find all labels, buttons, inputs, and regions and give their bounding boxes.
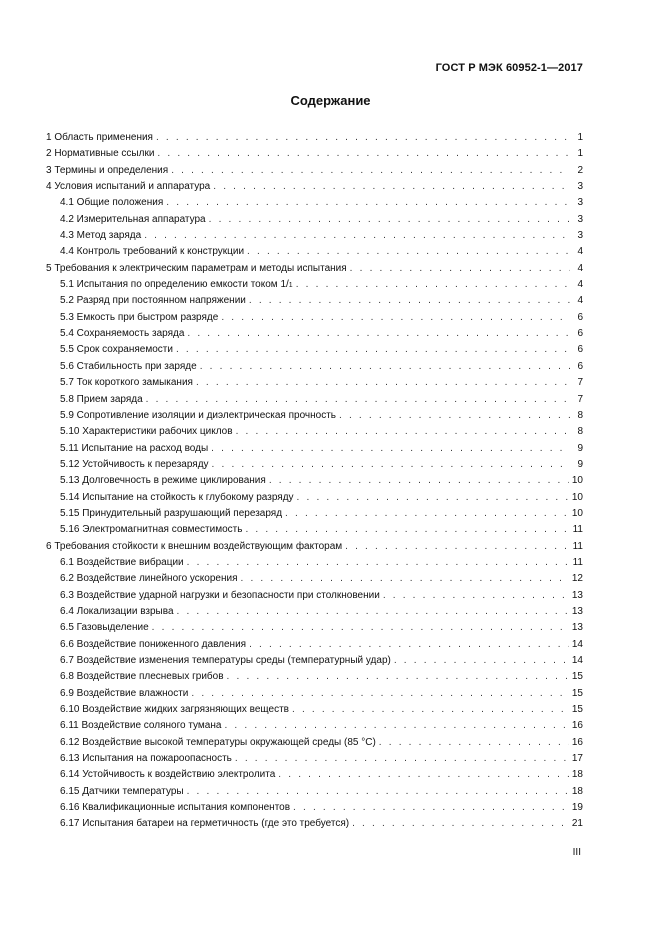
dot-leader <box>187 555 570 571</box>
toc-entry[interactable] <box>46 359 583 375</box>
dot-leader <box>144 228 570 244</box>
toc-entry-label: 5.3 Емкость при быстром разряде <box>60 311 219 323</box>
dot-leader <box>191 686 568 702</box>
toc-entry[interactable] <box>46 163 583 179</box>
toc-entry-page: 11 <box>572 524 583 536</box>
toc-entry[interactable] <box>46 473 583 489</box>
toc-entry-label: 5.9 Сопротивление изоляции и диэлектрическая прочность <box>60 409 337 421</box>
toc-entry[interactable] <box>46 686 583 702</box>
toc-entry[interactable] <box>46 261 583 277</box>
dot-leader <box>285 506 569 522</box>
dot-leader <box>339 408 570 424</box>
toc-entry-page: 17 <box>571 753 583 765</box>
toc-entry[interactable] <box>46 637 583 653</box>
dot-leader <box>152 620 569 636</box>
toc-entry-label: 6.14 Устойчивость к воздействию электролита <box>60 769 276 781</box>
toc-entry-label: 6.4 Локализации взрыва <box>60 605 174 617</box>
dot-leader <box>249 637 569 653</box>
toc-entry-label: 5.2 Разряд при постоянном напряжении <box>60 295 246 307</box>
toc-entry[interactable] <box>46 179 583 195</box>
toc-entry-page: 14 <box>571 638 583 650</box>
dot-leader <box>187 784 569 800</box>
toc-entry-label: 4.2 Измерительная аппаратура <box>60 213 206 225</box>
toc-entry-page: 10 <box>571 491 583 503</box>
toc-entry[interactable] <box>46 326 583 342</box>
dot-leader <box>247 244 570 260</box>
toc-entry-label: 1 Область применения <box>46 132 153 143</box>
dot-leader <box>209 212 570 228</box>
toc-entry[interactable] <box>46 767 583 783</box>
toc-entry[interactable] <box>46 669 583 685</box>
toc-entry[interactable] <box>46 800 583 816</box>
dot-leader <box>196 375 570 391</box>
toc-entry-label: 6.17 Испытания батареи на герметичность (где это требуется) <box>60 818 350 830</box>
toc-entry-label: 5.16 Электромагнитная совместимость <box>60 524 243 536</box>
toc-entry[interactable] <box>46 146 583 162</box>
toc-entry-page: 13 <box>571 605 583 617</box>
toc-entry-page: 10 <box>571 475 583 487</box>
toc-entry-label: 5.13 Долговечность в режиме циклирования <box>60 475 266 487</box>
toc-entry-label: 4.1 Общие положения <box>60 197 164 209</box>
dot-leader <box>177 604 569 620</box>
toc-entry-label: 6.9 Воздействие влажности <box>60 687 189 699</box>
dot-leader <box>292 702 569 718</box>
toc-entry-label: 6.12 Воздействие высокой температуры окружающей среды (85 °С) <box>60 736 376 748</box>
toc-entry-label: 6 Требования стойкости к внешним воздействующим факторам <box>46 540 343 552</box>
toc-entry-label: 4.3 Метод заряда <box>60 230 142 242</box>
toc-entry[interactable] <box>46 735 583 751</box>
toc-entry[interactable] <box>46 424 583 440</box>
toc-entry-page: 3 <box>577 181 583 193</box>
toc-entry-label: 6.6 Воздействие пониженного давления <box>60 638 247 650</box>
toc-entry[interactable] <box>46 751 583 767</box>
dot-leader <box>221 310 570 326</box>
toc-entry-page: 16 <box>571 720 583 732</box>
toc-entry-page: 1 <box>577 148 583 160</box>
toc-entry-page: 9 <box>577 458 583 470</box>
dot-leader <box>293 800 569 816</box>
toc-entry-label: 3 Термины и определения <box>46 164 169 176</box>
dot-leader <box>213 179 570 195</box>
toc-entry[interactable] <box>46 195 583 211</box>
toc-entry[interactable] <box>46 718 583 734</box>
toc-entry-label: 5 Требования к электрическим параметрам и методы испытания <box>46 262 347 274</box>
page-title: Содержание <box>290 93 371 108</box>
toc-entry[interactable] <box>46 620 583 636</box>
toc-entry-page: 7 <box>577 377 583 389</box>
toc-entry-label: 5.8 Прием заряда <box>60 393 143 405</box>
toc-entry[interactable] <box>46 604 583 620</box>
toc-entry-page: 19 <box>571 802 583 814</box>
toc-entry-page: 3 <box>577 230 583 242</box>
dot-leader <box>350 261 570 277</box>
toc-entry[interactable] <box>46 228 583 244</box>
toc-entry-page: 14 <box>571 655 583 666</box>
dot-leader <box>227 669 569 685</box>
toc-entry-label: 6.10 Воздействие жидких загрязняющих веществ <box>60 704 289 716</box>
toc-entry-page: 8 <box>577 426 583 438</box>
toc-entry-label: 4.4 Контроль требований к конструкции <box>60 246 245 258</box>
toc-entry-page: 15 <box>571 671 583 683</box>
dot-leader <box>269 473 569 489</box>
dot-leader <box>394 653 569 669</box>
toc-entry-label: 6.2 Воздействие линейного ускорения <box>60 573 238 585</box>
toc-entry-page: 3 <box>577 213 583 225</box>
toc-entry-label: 6.13 Испытания на пожароопасность <box>60 753 232 765</box>
toc-entry-page: 6 <box>577 311 583 323</box>
toc-entry[interactable] <box>46 408 583 424</box>
toc-entry-page: 4 <box>577 279 583 291</box>
dot-leader <box>187 326 570 342</box>
toc-entry[interactable] <box>46 293 583 309</box>
page-number: III <box>572 847 581 858</box>
toc-entry[interactable] <box>46 522 583 538</box>
toc-entry[interactable] <box>46 244 583 260</box>
toc-entry-page: 4 <box>577 295 583 307</box>
toc-entry[interactable] <box>46 310 583 326</box>
toc-entry-label: 4 Условия испытаний и аппаратура <box>46 181 211 193</box>
toc-entry-page: 7 <box>577 393 583 405</box>
toc-entry[interactable] <box>46 392 583 408</box>
dot-leader <box>171 163 570 179</box>
dot-leader <box>278 767 569 783</box>
toc-entry[interactable] <box>46 653 583 669</box>
dot-leader <box>249 293 570 309</box>
toc-entry-label: 6.16 Квалификационные испытания компонентов <box>60 802 291 814</box>
dot-leader <box>176 342 570 358</box>
toc-entry[interactable] <box>46 375 583 391</box>
dot-leader <box>235 751 569 767</box>
dot-leader <box>200 359 570 375</box>
toc-entry-label: 2 Нормативные ссылки <box>46 148 155 160</box>
toc-entry-label: 5.10 Характеристики рабочих циклов <box>60 426 233 438</box>
toc-entry[interactable] <box>46 555 583 571</box>
dot-leader <box>212 457 570 473</box>
toc-entry-label: 6.5 Газовыделение <box>60 622 149 634</box>
toc-entry-page: 10 <box>571 507 583 519</box>
dot-leader <box>345 539 569 555</box>
toc-entry[interactable] <box>46 816 583 832</box>
toc-entry-page: 12 <box>571 573 583 585</box>
toc-entry-page: 2 <box>577 164 583 176</box>
toc-entry-label: 6.8 Воздействие плесневых грибов <box>60 671 224 683</box>
dot-leader <box>379 735 569 751</box>
toc-entry-label: 5.1 Испытания по определению емкости током 1/ <box>60 279 289 291</box>
dot-leader <box>156 130 570 146</box>
toc-entry[interactable] <box>46 342 583 358</box>
dot-leader <box>236 424 570 440</box>
toc-entry[interactable] <box>46 539 583 555</box>
toc-entry-page: 6 <box>577 328 583 340</box>
toc-entry-page: 1 <box>577 132 583 143</box>
toc-entry-page: 3 <box>577 197 583 209</box>
toc-entry-page: 21 <box>571 818 583 830</box>
toc-entry[interactable]: 5.1 Испытания по определению емкости током 1/ 1 . . . 4 <box>46 277 583 293</box>
toc-entry[interactable] <box>46 571 583 587</box>
dot-leader <box>146 392 570 408</box>
dot-leader <box>352 816 569 832</box>
toc-entry[interactable] <box>46 457 583 473</box>
dot-leader <box>296 277 570 293</box>
toc-entry-page: 18 <box>571 785 583 797</box>
dot-leader <box>211 441 570 457</box>
toc-entry-label: 6.3 Воздействие ударной нагрузки и безопасности при столкновении <box>60 589 380 601</box>
toc-entry[interactable] <box>46 441 583 457</box>
toc-entry-label: 5.12 Устойчивость к перезаряду <box>60 458 209 470</box>
toc-entry-page: 8 <box>577 409 583 421</box>
toc-entry[interactable] <box>46 506 583 522</box>
toc-entry-page: 18 <box>571 769 583 781</box>
toc-entry-page: 11 <box>572 540 583 552</box>
toc-entry[interactable] <box>46 588 583 604</box>
toc-entry[interactable] <box>46 784 583 800</box>
table-of-contents <box>46 130 583 833</box>
document-header: ГОСТ Р МЭК 60952-1—2017 <box>435 62 583 74</box>
toc-entry-label: 5.5 Срок сохраняемости <box>60 344 173 356</box>
toc-entry-page: 15 <box>571 704 583 716</box>
toc-entry-page: 9 <box>577 442 583 454</box>
dot-leader <box>224 718 568 734</box>
toc-entry-page: 13 <box>571 589 583 601</box>
toc-entry-label: 5.11 Испытание на расход воды <box>60 442 209 454</box>
dot-leader <box>166 195 570 211</box>
toc-entry-page: 16 <box>571 736 583 748</box>
toc-entry[interactable] <box>46 130 583 146</box>
toc-entry-page: 4 <box>577 262 583 274</box>
toc-entry-label: 5.15 Принудительный разрушающий перезаряд <box>60 507 283 519</box>
dot-leader <box>157 146 570 162</box>
toc-entry[interactable] <box>46 490 583 506</box>
toc-entry-page: 11 <box>572 556 583 568</box>
toc-entry-label: 5.4 Сохраняемость заряда <box>60 328 185 340</box>
toc-entry-label: 6.11 Воздействие соляного тумана <box>60 720 222 732</box>
toc-entry-page: 15 <box>571 687 583 699</box>
toc-entry[interactable] <box>46 212 583 228</box>
dot-leader <box>241 571 569 587</box>
toc-entry-label: 6.7 Воздействие изменения температуры среды (температурный удар) <box>60 655 391 666</box>
toc-entry-label: 6.15 Датчики температуры <box>60 785 184 797</box>
toc-entry-page: 13 <box>571 622 583 634</box>
toc-entry-label: 5.6 Стабильность при заряде <box>60 360 197 372</box>
toc-entry-label: 5.14 Испытание на стойкость к глубокому разряду <box>60 491 294 503</box>
dot-leader <box>383 588 569 604</box>
toc-entry-page: 4 <box>577 246 583 258</box>
toc-entry-label: 5.7 Ток короткого замыкания <box>60 377 193 389</box>
toc-entry-page: 6 <box>577 344 583 356</box>
dot-leader <box>297 490 569 506</box>
dot-leader <box>245 522 569 538</box>
toc-entry-label: 6.1 Воздействие вибрации <box>60 556 184 568</box>
toc-entry[interactable] <box>46 702 583 718</box>
toc-entry-page: 6 <box>577 360 583 372</box>
